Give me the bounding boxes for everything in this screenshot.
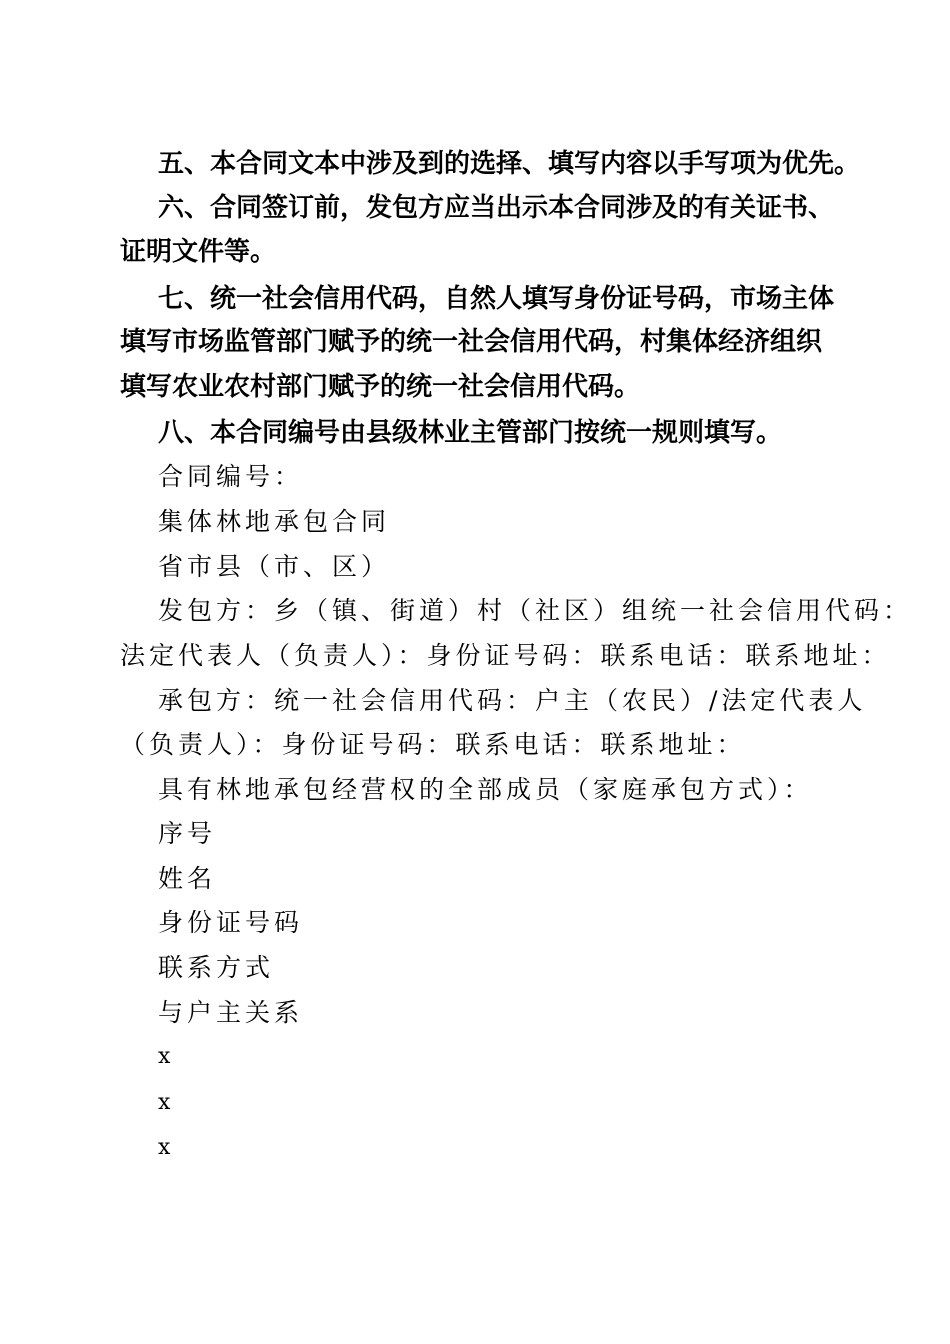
column-header-relation: 与户主关系: [158, 998, 304, 1027]
members-heading: 具有林地承包经营权的全部成员（家庭承包方式）：: [158, 775, 813, 804]
contractor-line-1: 承包方：统一社会信用代码：户主（农民）/法定代表人: [158, 686, 867, 715]
note-item-7-line-3: 填写农业农村部门赋予的统一社会信用代码。: [120, 372, 641, 402]
note-item-7-line-2: 填写市场监管部门赋予的统一社会信用代码，村集体经济组织: [120, 327, 823, 357]
note-item-6-line-1: 六、合同签订前，发包方应当出示本合同涉及的有关证书、: [158, 193, 835, 223]
contract-location: 省市县（市、区）: [158, 552, 391, 581]
employer-line-1: 发包方：乡（镇、街道）村（社区）组统一社会信用代码：: [158, 596, 913, 625]
note-item-6-line-2: 证明文件等。: [120, 237, 277, 267]
column-header-index: 序号: [158, 819, 217, 848]
note-item-8: 八、本合同编号由县级林业主管部门按统一规则填写。: [158, 418, 783, 448]
note-item-5: 五、本合同文本中涉及到的选择、填写内容以手写项为优先。: [158, 149, 861, 179]
contractor-line-2: （负责人）：身份证号码：联系电话：联系地址：: [120, 730, 746, 759]
contract-title: 集体林地承包合同: [158, 507, 391, 536]
column-header-id-number: 身份证号码: [158, 908, 304, 937]
column-header-contact: 联系方式: [158, 953, 275, 982]
employer-line-2: 法定代表人（负责人）：身份证号码：联系电话：联系地址：: [120, 641, 891, 670]
contract-number-label: 合同编号：: [158, 462, 304, 491]
member-row-placeholder: x: [158, 1044, 171, 1069]
column-header-name: 姓名: [158, 864, 217, 893]
member-row-placeholder: x: [158, 1135, 171, 1160]
note-item-7-line-1: 七、统一社会信用代码，自然人填写身份证号码，市场主体: [158, 284, 835, 314]
member-row-placeholder: x: [158, 1090, 171, 1115]
